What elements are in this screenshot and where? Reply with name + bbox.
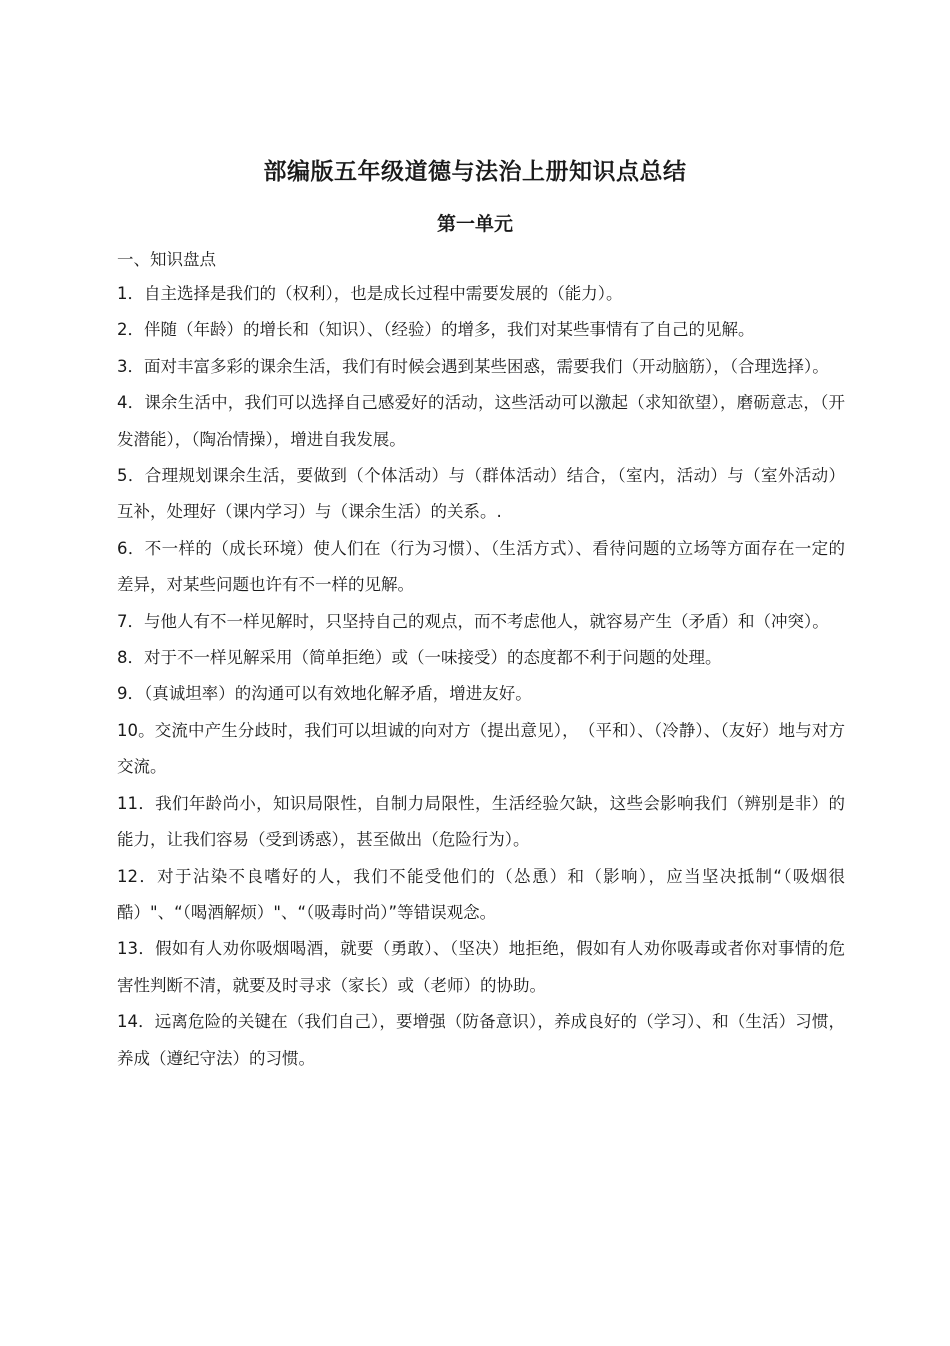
knowledge-item-5: 5．合理规划课余生活，要做到（个体活动）与（群体活动）结合，（室内，活动）与（室外活动）互补，处理好（课内学习）与（课余生活）的关系。. — [117, 466, 845, 522]
document-title: 部编版五年级道德与法治上册知识点总结 — [263, 159, 687, 185]
document-body — [117, 246, 845, 1077]
knowledge-item-13: 13．假如有人劝你吸烟喝酒，就要（勇敢）、（坚决）地拒绝，假如有人劝你吸毒或者你对事情的危害性判断不清，就要及时寻求（家长）或（老师）的协助。 — [117, 939, 845, 995]
knowledge-item-9: 9．（真诚坦率）的沟通可以有效地化解矛盾，增进友好。 — [117, 684, 532, 704]
knowledge-item-6: 6．不一样的（成长环境）使人们在（行为习惯）、（生活方式）、看待问题的立场等方面存在一定的差异，对某些问题也许有不一样的见解。 — [117, 538, 845, 595]
knowledge-item-11: 11．我们年龄尚小，知识局限性，自制力局限性，生活经验欠缺，这些会影响我们（辨别是非）的能力，让我们容易（受到诱惑），甚至做出（危险行为）。 — [117, 793, 845, 850]
knowledge-item-2: 2．伴随（年龄）的增长和（知识）、（经验）的增多，我们对某些事情有了自己的见解。 — [117, 320, 755, 340]
knowledge-item-10: 10。交流中产生分歧时，我们可以坦诚的向对方（提出意见）， （平和）、（冷静）、（友好）地与对方交流。 — [117, 720, 845, 777]
knowledge-item-4: 4．课余生活中，我们可以选择自己感爱好的活动，这些活动可以激起（求知欲望），磨砺意志，（开发潜能），（陶冶情操），增进自我发展。 — [117, 393, 845, 449]
unit-heading: 第一单元 — [436, 213, 513, 235]
knowledge-item-8: 8．对于不一样见解采用（简单拒绝）或（一味接受）的态度都不利于问题的处理。 — [117, 648, 722, 668]
section-label: 一、知识盘点 — [117, 250, 216, 269]
knowledge-item-3: 3．面对丰富多彩的课余生活，我们有时候会遇到某些困惑，需要我们（开动脑筋），（合理选择）。 — [117, 356, 829, 376]
knowledge-item-14: 14．远离危险的关键在（我们自己），要增强（防备意识），养成良好的（学习）、和（生活）习惯，养成（遵纪守法）的习惯。 — [117, 1012, 845, 1068]
knowledge-item-7: 7．与他人有不一样见解时，只坚持自己的观点，而不考虑他人，就容易产生（矛盾）和（冲突）。 — [117, 611, 829, 631]
knowledge-item-12: 12．对于沾染不良嗜好的人，我们不能受他们的（怂恿）和（影响），应当坚决抵制“（吸烟很酷）"、“（喝酒解烦）"、“（吸毒时尚）”等错误观念。 — [117, 866, 845, 922]
knowledge-item-1: 1．自主选择是我们的（权利），也是成长过程中需要发展的（能力）。 — [117, 284, 623, 303]
